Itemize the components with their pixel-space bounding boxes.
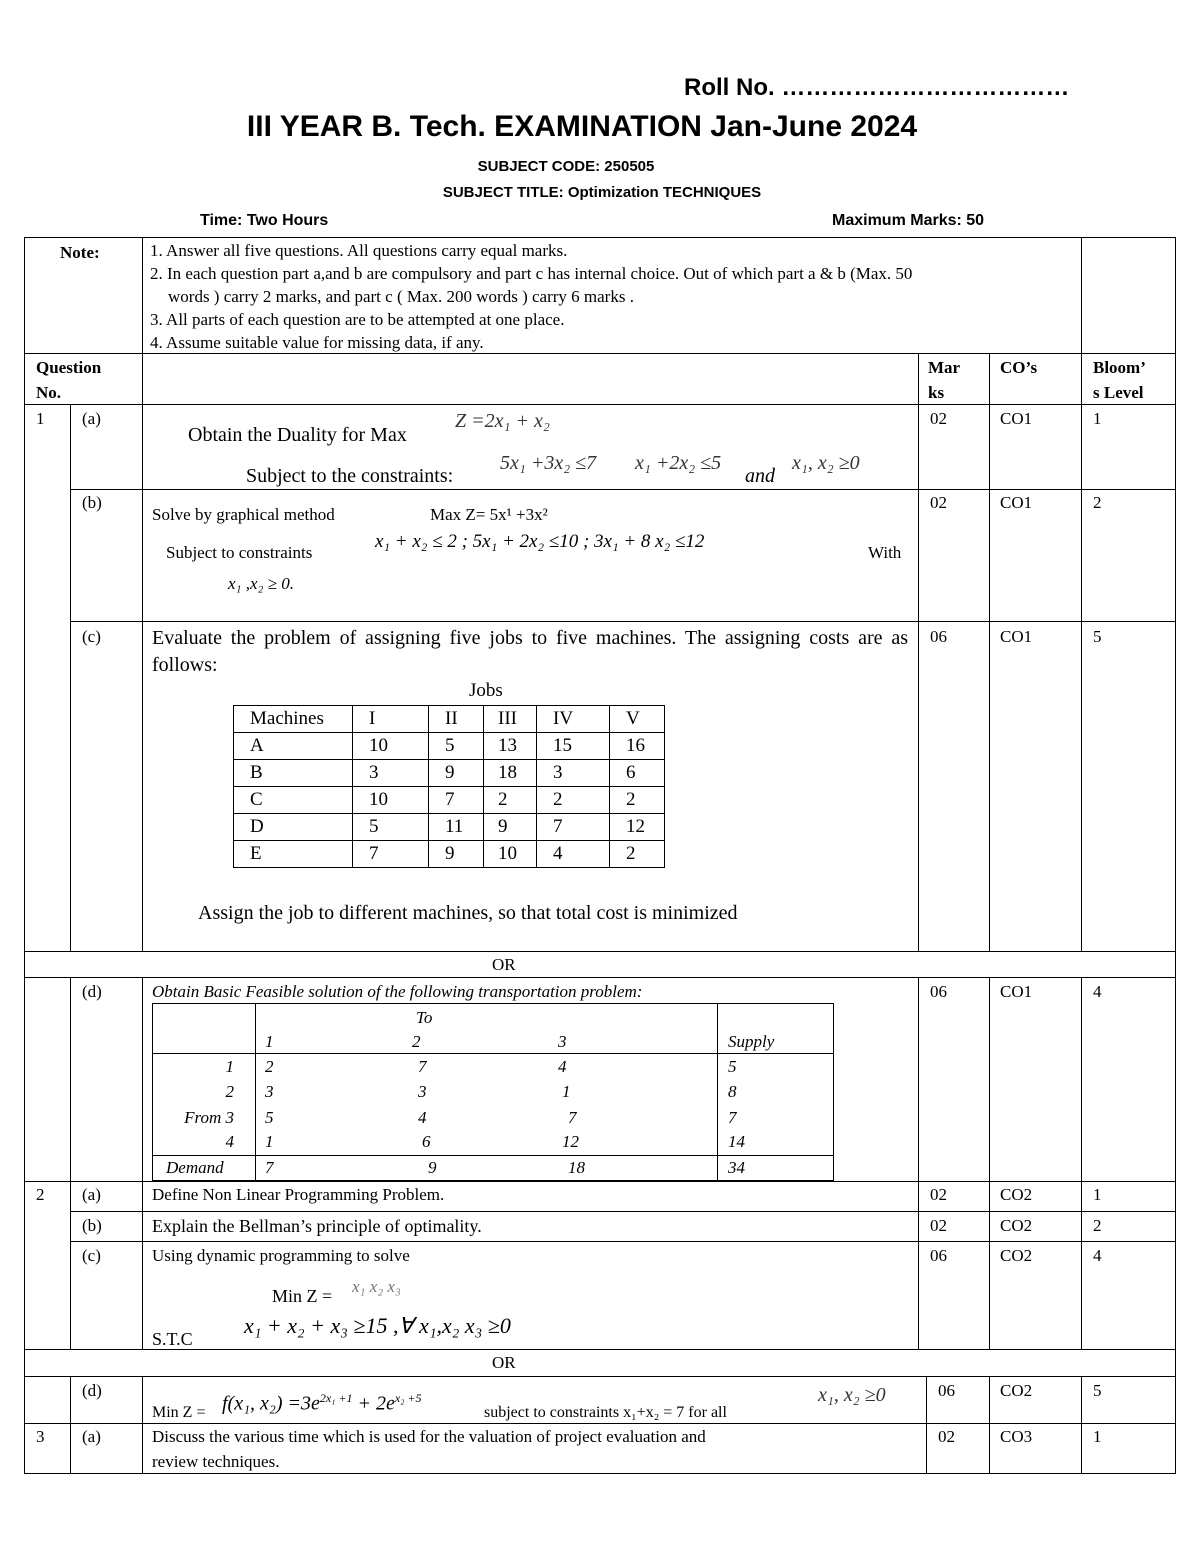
q2d-plus: + 2e [352,1392,395,1415]
table-cell: B [234,760,353,787]
q2c-part: (c) [82,1246,101,1265]
to-label: To [416,1008,433,1027]
table-cell: 2 [537,787,610,814]
question-number-2: 2 [36,1185,45,1204]
q2a-marks: 02 [930,1185,947,1204]
q1b-constraints: x₁ + x₂ ≤ 2 ; 5x₁ + 2x₂ ≤10 ; 3x₁ + 8 x₂ ≤12 [375,531,705,552]
from-label: 1 [225,1057,234,1076]
q1d-co: CO1 [1000,982,1033,1001]
demand-cell: 7 [265,1158,274,1177]
q1a-constraint-1: 5x₁ +3x₂ ≤7 [500,452,597,474]
table-cell: 9 [484,814,537,841]
subject-code: SUBJECT CODE: 250505 [477,158,655,175]
from-label: 2 [225,1082,234,1101]
table-cell: 13 [484,733,537,760]
table-cell: E [234,841,353,868]
table-cell: A [234,733,353,760]
supply-cell: 14 [728,1132,745,1151]
q2c-constraint: x₁ + x₂ + x₃ ≥15 ,∀ x₁,x₂ x₃ ≥0 [244,1313,511,1338]
q1a-constraint-2: x₁ +2x₂ ≤5 [635,452,722,474]
table-header-cell: I [353,706,429,733]
table-row [234,787,665,814]
table-cell: 3 [353,760,429,787]
table-header-cell: II [429,706,484,733]
cost-cell: 2 [265,1057,274,1076]
q1c-jobs-label: Jobs [469,680,503,701]
bloom-header: Bloom’ [1093,358,1146,377]
cost-cell: 3 [418,1082,427,1101]
q2a-text: Define Non Linear Programming Problem. [152,1185,445,1204]
q1c-marks: 06 [930,627,947,646]
q1a-subject: Subject to the constraints: [246,465,454,487]
table-cell: 10 [353,787,429,814]
q2d-function [222,1384,422,1418]
supply-cell: 7 [728,1108,737,1127]
q1a-and: and [745,465,775,487]
q1d-bloom: 4 [1093,982,1102,1001]
cost-cell: 5 [265,1108,274,1127]
note-item-3: 3. All parts of each question are to be attempted at one place. [150,310,565,329]
q1d-part: (d) [82,982,102,1001]
table-cell: 7 [429,787,484,814]
q2d-co: CO2 [1000,1381,1033,1400]
demand-total: 34 [728,1158,745,1177]
from-label: 4 [225,1132,234,1151]
table-cell: 18 [484,760,537,787]
table-cell: 5 [353,814,429,841]
q1b-nonnegativity: x₁ ,x₂ ≥ 0. [228,574,294,593]
q1a-objective: Z =2x₁ + x₂ [455,410,550,432]
q2c-co: CO2 [1000,1246,1033,1265]
cost-cell: 1 [562,1082,571,1101]
question-number-1: 1 [36,409,45,428]
q2b-part: (b) [82,1216,102,1235]
question-number-3: 3 [36,1427,45,1446]
q1b-subject: Subject to constraints [166,543,313,562]
q2d-minz: Min Z = [152,1404,206,1421]
col-header: 1 [265,1032,274,1051]
note-item-2: 2. In each question part a,and b are compulsory and part c has internal choice. Out of which part a & b (Max. 50 [150,264,913,283]
table-row [234,814,665,841]
table-cell: 7 [537,814,610,841]
cost-cell: 7 [568,1108,577,1127]
q1b-marks: 02 [930,493,947,512]
q2d-nonnegativity: x₁, x₂ ≥0 [818,1384,886,1406]
table-cell: C [234,787,353,814]
q2d-exponent-2: x₂ +5 [394,1391,422,1405]
table-cell: 12 [610,814,665,841]
q1c-text: Evaluate the problem of assigning five jobs to five machines. The assigning costs are as follows: [152,627,908,676]
table-cell: 2 [484,787,537,814]
table-cell: D [234,814,353,841]
demand-cell: 9 [428,1158,437,1177]
q2c-text: Using dynamic programming to solve [152,1246,410,1265]
q1a-co: CO1 [1000,409,1033,428]
co-header: CO’s [1000,358,1038,377]
cost-cell: 4 [418,1108,427,1127]
exam-duration: Time: Two Hours [200,212,329,229]
q2c-objective: x₁ x₂ x₃ [352,1277,401,1296]
marks-header-2: ks [928,383,945,402]
q1b-with: With [868,543,902,562]
q1b-co: CO1 [1000,493,1033,512]
table-header-cell: V [610,706,665,733]
from-label: From 3 [184,1108,234,1127]
table-cell: 7 [353,841,429,868]
table-row [234,733,665,760]
q3a-bloom: 1 [1093,1427,1102,1446]
cost-cell: 1 [265,1132,274,1151]
q1d-marks: 06 [930,982,947,1001]
bloom-header-2: s Level [1093,383,1144,402]
or-divider: OR [492,955,516,974]
note-item-2-cont: words ) carry 2 marks, and part c ( Max. 200 words ) carry 6 marks . [168,287,634,306]
q2b-text: Explain the Bellman’s principle of optimality. [152,1216,482,1236]
marks-header: Mar [928,358,961,377]
table-cell: 11 [429,814,484,841]
q1a-bloom: 1 [1093,409,1102,428]
table-cell: 6 [610,760,665,787]
cost-cell: 6 [422,1132,431,1151]
note-item-4: 4. Assume suitable value for missing data, if any. [150,333,484,352]
q2d-subject: subject to constraints x₁+x₂ = 7 for all [484,1404,727,1421]
cost-cell: 4 [558,1057,567,1076]
q1b-part: (b) [82,493,102,512]
q2c-minz: Min Z = [272,1286,333,1306]
question-no-header: Question [36,358,102,377]
cost-cell: 3 [265,1082,274,1101]
q2c-bloom: 4 [1093,1246,1102,1265]
q1c-part: (c) [82,627,101,646]
table-cell: 15 [537,733,610,760]
table-header-cell: Machines [234,706,353,733]
table-cell: 4 [537,841,610,868]
q1c-co: CO1 [1000,627,1033,646]
q1a-marks: 02 [930,409,947,428]
supply-cell: 8 [728,1082,737,1101]
demand-cell: 18 [568,1158,585,1177]
q3a-part: (a) [82,1427,101,1446]
col-header: 2 [412,1032,421,1051]
table-row [234,841,665,868]
assignment-cost-table [233,705,665,868]
note-item-1: 1. Answer all five questions. All questions carry equal marks. [150,241,568,260]
q1b-bloom: 2 [1093,493,1102,512]
q2d-part: (d) [82,1381,102,1400]
q2d-exponent-1: 2x₁ +1 [319,1391,353,1405]
q1a-part: (a) [82,409,101,428]
exam-title: III YEAR B. Tech. EXAMINATION Jan-June 2024 [246,110,918,143]
table-cell: 10 [484,841,537,868]
q2b-marks: 02 [930,1216,947,1235]
table-cell: 3 [537,760,610,787]
table-cell: 5 [429,733,484,760]
q1c-instruction: Assign the job to different machines, so that total cost is minimized [198,902,738,924]
q2b-co: CO2 [1000,1216,1033,1235]
cost-cell: 12 [562,1132,579,1151]
note-label: Note: [60,243,100,262]
supply-cell: 5 [728,1057,737,1076]
q1a-nonnegativity: x₁, x₂ ≥0 [792,452,860,474]
table-cell: 9 [429,841,484,868]
demand-label: Demand [166,1158,224,1177]
table-row [234,760,665,787]
q2b-bloom: 2 [1093,1216,1102,1235]
q3a-co: CO3 [1000,1427,1033,1446]
q1a-text: Obtain the Duality for Max [188,424,407,446]
q2c-marks: 06 [930,1246,947,1265]
table-header-cell: IV [537,706,610,733]
subject-title: SUBJECT TITLE: Optimization TECHNIQUES [442,184,762,201]
q2a-co: CO2 [1000,1185,1033,1204]
question-no-header-2: No. [36,383,62,402]
table-cell: 16 [610,733,665,760]
supply-label: Supply [728,1032,775,1051]
col-header: 3 [558,1032,567,1051]
table-cell: 10 [353,733,429,760]
q3a-text: Discuss the various time which is used for the valuation of project evaluation and [152,1427,706,1446]
q3a-text-cont: review techniques. [152,1452,280,1471]
q1b-text: Solve by graphical method [152,505,335,524]
q2d-marks: 06 [938,1381,955,1400]
q2d-bloom: 5 [1093,1381,1102,1400]
maximum-marks: Maximum Marks: 50 [832,212,985,229]
table-header-cell: III [484,706,537,733]
or-divider: OR [492,1353,516,1372]
q1b-objective: Max Z= 5x¹ +3x² [430,505,548,524]
q2d-function-base: f(x₁, x₂) =3e [222,1392,320,1415]
roll-number: Roll No. ……………………………… [684,74,1070,101]
q2c-stc: S.T.C [152,1329,193,1349]
table-cell: 2 [610,787,665,814]
q1d-text: Obtain Basic Feasible solution of the following transportation problem: [152,982,643,1001]
table-cell: 9 [429,760,484,787]
q2a-bloom: 1 [1093,1185,1102,1204]
q2a-part: (a) [82,1185,101,1204]
cost-cell: 7 [418,1057,427,1076]
q1c-bloom: 5 [1093,627,1102,646]
q3a-marks: 02 [938,1427,955,1446]
table-row [234,706,665,733]
table-cell: 2 [610,841,665,868]
